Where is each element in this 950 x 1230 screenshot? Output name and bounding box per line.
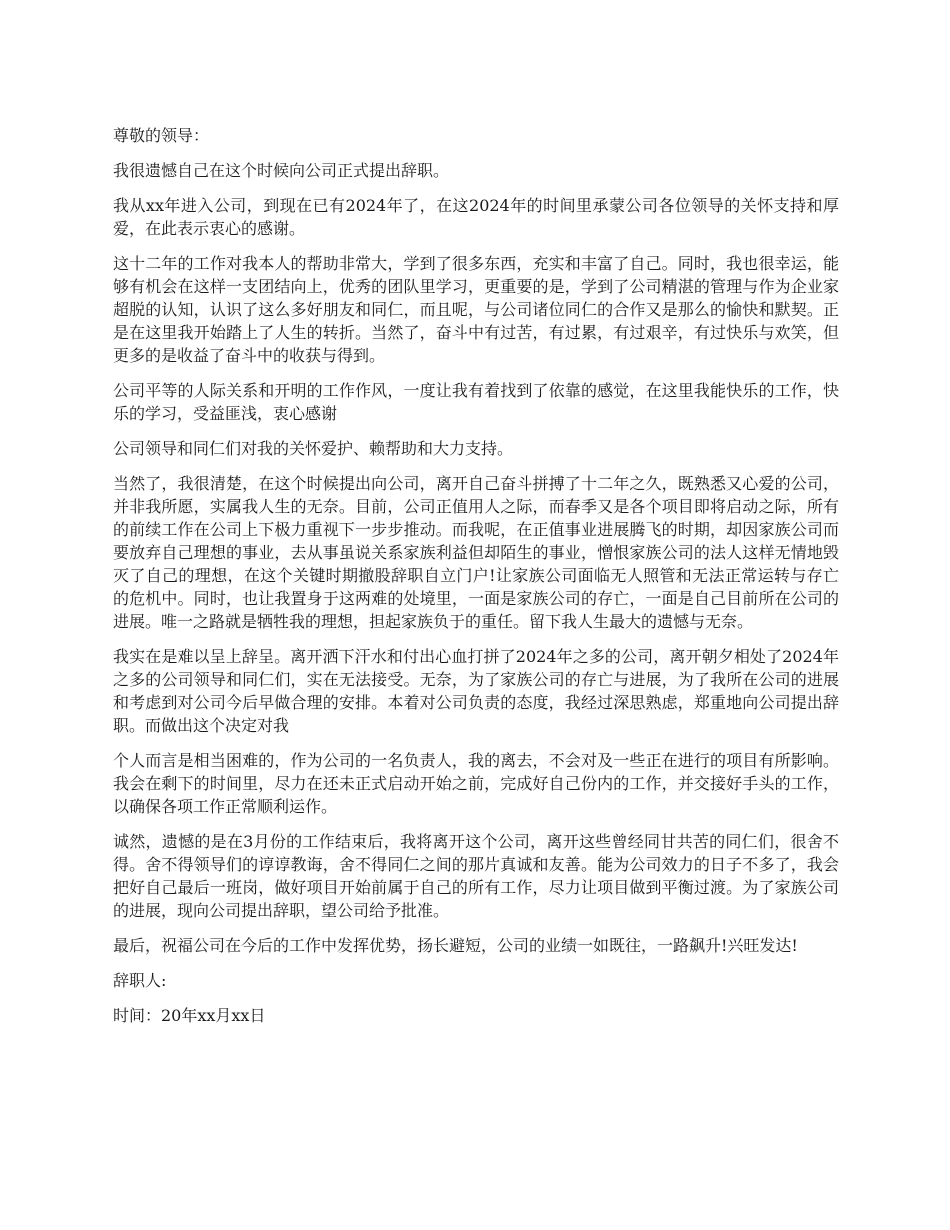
letter-paragraph: 公司领导和同仁们对我的关怀爱护、赖帮助和大力支持。 <box>113 439 514 458</box>
signature-label: 辞职人: <box>113 971 167 990</box>
letter-greeting: 尊敬的领导： <box>113 126 210 145</box>
letter-paragraph: 公司平等的人际关系和开明的工作作风，一度让我有着找到了依靠的感觉，在这里我能快乐的工作，快乐的学习，受益匪浅，衷心感谢 <box>113 381 839 423</box>
letter-paragraph: 最后，祝福公司在今后的工作中发挥优势，扬长避短，公司的业绩一如既往，一路飙升!兴旺发达! <box>113 936 798 955</box>
letter-paragraph: 我实在是难以呈上辞呈。离开洒下汗水和付出心血打拼了2024年之多的公司，离开朝夕相处了2024年之多的公司领导和同仁们，实在无法接受。无奈，为了家族公司的存亡与进展，为了我所在公司的进展和考虑到对公司今后早做合理的安排。本着对公司负责的态度，我经过深思熟虑，郑重地向公司提出辞职。而做出这个决定对我 <box>113 647 839 735</box>
letter-paragraph: 我从xx年进入公司，到现在已有2024年了，在这2024年的时间里承蒙公司各位领导的关怀支持和厚爱，在此表示衷心的感谢。 <box>113 196 839 238</box>
letter-paragraph: 我很遗憾自己在这个时候向公司正式提出辞职。 <box>113 161 450 180</box>
letter-paragraph: 这十二年的工作对我本人的帮助非常大，学到了很多东西，充实和丰富了自己。同时，我也很幸运，能够有机会在这样一支团结向上，优秀的团队里学习，更重要的是，学到了公司精湛的管理与作为企业家超脱的认知，认识了这么多好朋友和同仁，而且呢，与公司诸位同仁的合作又是那么的愉快和默契。正是在这里我开始踏上了人生的转折。当然了，奋斗中有过苦，有过累，有过艰辛，有过快乐与欢笑，但更多的是收益了奋斗中的收获与得到。 <box>113 254 839 365</box>
date-line: 时间：20年xx月xx日 <box>113 1006 266 1025</box>
letter-body <box>113 124 839 1039</box>
letter-paragraph: 诚然，遗憾的是在3月份的工作结束后，我将离开这个公司，离开这些曾经同甘共苦的同仁们，很舍不得。舍不得领导们的谆谆教诲，舍不得同仁之间的那片真诚和友善。能为公司效力的日子不多了，我会把好自己最后一班岗，做好项目开始前属于自己的所有工作，尽力让项目做到平衡过渡。为了家族公司的进展，现向公司提出辞职，望公司给予批准。 <box>113 832 839 920</box>
letter-paragraph: 当然了，我很清楚，在这个时候提出向公司，离开自己奋斗拼搏了十二年之久，既熟悉又心爱的公司，并非我所愿，实属我人生的无奈。目前，公司正值用人之际，而春季又是各个项目即将启动之际，所有的前续工作在公司上下极力重视下一步步推动。而我呢，在正值事业进展腾飞的时期，却因家族公司而要放弃自己理想的事业，去从事虽说关系家族利益但却陌生的事业，憎恨家族公司的法人这样无情地毁灭了自己的理想，在这个关键时期撤股辞职自立门户!让家族公司面临无人照管和无法正常运转与存亡的危机中。同时，也让我置身于这两难的处境里，一面是家族公司的存亡，一面是自己目前所在公司的进展。唯一之路就是牺牲我的理想，担起家族负于的重任。留下我人生最大的遗憾与无奈。 <box>113 474 839 631</box>
letter-paragraph: 个人而言是相当困难的，作为公司的一名负责人，我的离去，不会对及一些正在进行的项目有所影响。我会在剩下的时间里，尽力在还未正式启动开始之前，完成好自己份内的工作，并交接好手头的工作，以确保各项工作正常顺利运作。 <box>113 751 839 816</box>
